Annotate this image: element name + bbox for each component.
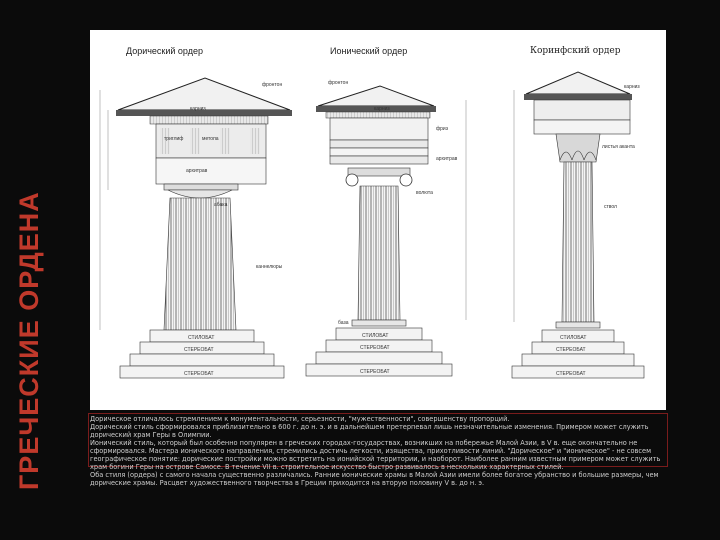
- orders-drawing: [90, 30, 666, 410]
- corinthian-pediment: [526, 72, 630, 94]
- doric-stereobate-label: СТЕРЕОБАТ: [184, 347, 214, 353]
- ionic-dentils: [326, 112, 430, 118]
- ionic-pediment-label: фронтон: [328, 80, 349, 86]
- doric-abacus-label: абака: [214, 202, 228, 208]
- doric-architrave-label: архитрав: [186, 168, 208, 174]
- ionic-shaft: [358, 186, 400, 320]
- ionic-volute-left: [346, 174, 358, 186]
- ionic-architrave: [330, 156, 428, 164]
- ionic-frieze: [330, 118, 428, 140]
- paragraph: Ионический стиль, который был особенно популярен в греческих городах-государствах, возникших на побережье Малой Азии, в V в. еще окончательно не сформировался. Мастера ионического направления, стремились достичь легкости, изящества, прихотливости линий. "Дорическое" и "ионическое" - не совсем географическое понятие: дорические постройки можно встретить на ионийской территории, и наоборот. Наиболее ранним известным примером может служить храм богини Геры на острове Самосе. В течение VII в. строительное искусство быстро развивалось в нескольких характерных стилей.: [90, 439, 661, 471]
- doric-echinus: [168, 190, 232, 198]
- corinthian-architrave: [534, 120, 630, 134]
- corinthian-order: [512, 72, 644, 378]
- ionic-pediment: [318, 86, 434, 106]
- ionic-frieze-label: фриз: [436, 126, 448, 132]
- ionic-stereobate-label: СТЕРЕОБАТ: [360, 345, 390, 351]
- ionic-base: [352, 320, 406, 326]
- doric-pediment-label: фронтон: [262, 82, 283, 88]
- corinthian-stylobate-label: СТИЛОБАТ: [560, 335, 587, 341]
- doric-stereobate-label-2: СТЕРЕОБАТ: [184, 371, 214, 377]
- corinthian-base: [556, 322, 600, 328]
- doric-abacus: [164, 184, 238, 190]
- doric-cornice-label: карниз: [190, 106, 206, 112]
- paragraph: Дорическое отличалось стремлением к монументальности, серьезности, "мужественности", совершенству пропорций.: [90, 415, 510, 423]
- slide-body-text: [90, 415, 664, 487]
- corinthian-frieze: [534, 100, 630, 120]
- ionic-cornice-label: карниз: [374, 106, 390, 112]
- paragraph: Оба стиля (ордера) с самого начала существенно различались. Ранние ионические храмы в Малой Азии имели более богатое убранство и большие размеры, чем дорические храмы. Расцвет художественного творчества в Греции приходится на вторую половину V в. до н. э.: [90, 471, 659, 487]
- doric-shaft: [164, 198, 236, 330]
- paragraph: Дорический стиль сформировался приблизительно в 600 г. до н. э. и в дальнейшем претерпевал лишь незначительные изменения. Примером может служить дорический храм Геры в Олимпии.: [90, 423, 649, 439]
- ionic-base-label: база: [338, 320, 349, 326]
- doric-flutes-label: каннелюры: [256, 264, 283, 270]
- ionic-order: [306, 80, 466, 376]
- doric-metope-label: метопа: [202, 136, 219, 142]
- corinthian-acanthus-label: листья аканта: [602, 144, 635, 150]
- doric-order-title: Дорический ордер: [126, 46, 203, 56]
- ionic-stereobate-label-2: СТЕРЕОБАТ: [360, 369, 390, 375]
- ionic-stylobate-label: СТИЛОБАТ: [362, 333, 389, 339]
- corinthian-order-title: Коринфский ордер: [530, 46, 621, 56]
- doric-order: [100, 78, 292, 378]
- doric-stylobate-label: СТИЛОБАТ: [188, 335, 215, 341]
- corinthian-stereobate-label: СТЕРЕОБАТ: [556, 347, 586, 353]
- greek-orders-illustration: [90, 30, 666, 410]
- ionic-volute-label: волюта: [416, 190, 433, 196]
- doric-triglyph-label: триглиф: [164, 136, 184, 142]
- corinthian-stereobate-label-2: СТЕРЕОБАТ: [556, 371, 586, 377]
- corinthian-capital: [556, 134, 600, 162]
- slide-title: ГРЕЧЕСКИЕ ОРДЕНА: [14, 191, 44, 490]
- corinthian-cornice: [524, 94, 632, 100]
- corinthian-shaft-label: ствол: [604, 204, 617, 210]
- ionic-volute-right: [400, 174, 412, 186]
- ionic-architrave-label: архитрав: [436, 156, 458, 162]
- ionic-capital: [348, 168, 410, 176]
- corinthian-cornice-label: карниз: [624, 84, 640, 90]
- ionic-order-title: Ионический ордер: [330, 46, 408, 56]
- doric-architrave: [156, 158, 266, 184]
- corinthian-shaft: [562, 162, 594, 322]
